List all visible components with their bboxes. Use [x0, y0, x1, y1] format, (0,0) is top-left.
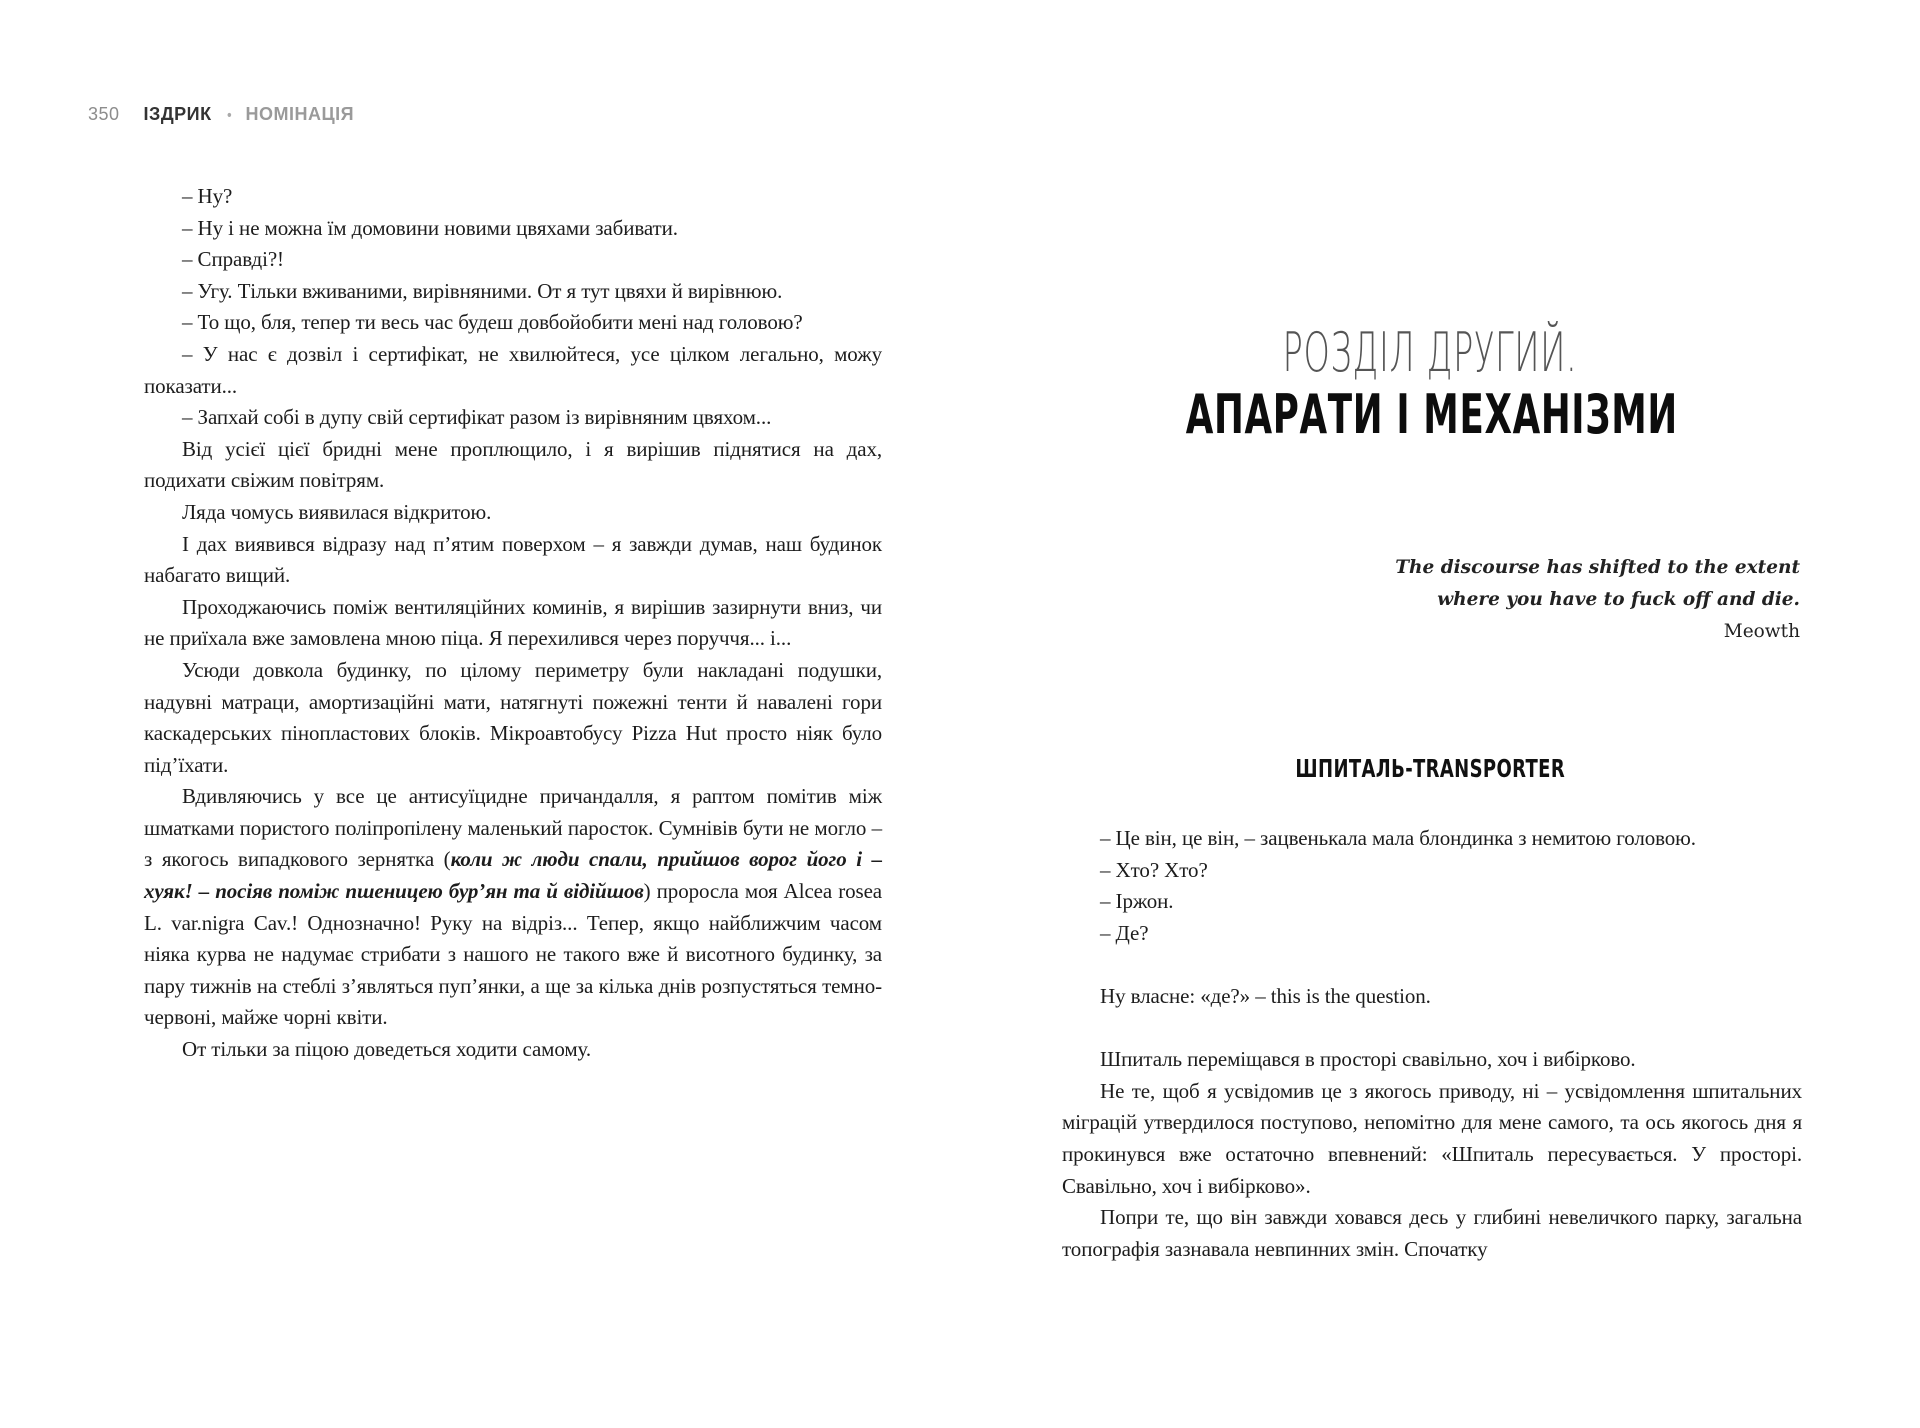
paragraph: – Ну і не можна їм домовини новими цвяхами забивати.	[182, 215, 678, 240]
paragraph: Усюди довкола будинку, по цілому периметру були накладані подушки, надувні матраци, амортизаційні мати, натягнуті пожежні тенти й навалені гори каскадерських пінопластових блоків. Мікроавтобусу Pizza Hut просто ніяк було під’їхати.	[144, 657, 882, 777]
paragraph: – Угу. Тільки вживаними, вирівняними. От я тут цвяхи й вирівнюю.	[182, 278, 783, 303]
chapter-title: АПАРАТИ І МЕХАНІЗМИ	[1185, 383, 1678, 446]
italic-biblical-quote: коли ж люди спали, прийшов ворог його і – хуяк! – посіяв поміж пшеницею бур’ян та й відійшов	[144, 847, 882, 904]
page-number: 350	[88, 104, 120, 124]
paragraph: Попри те, що він завжди ховався десь у глибині невеличкого парку, загальна топографія зазнавала невпинних змін. Спочатку	[1062, 1205, 1802, 1261]
paragraph: – Запхай собі в дупу свій сертифікат разом із вирівняним цвяхом...	[182, 405, 772, 430]
paragraph: – Де?	[1100, 920, 1149, 945]
paragraph: – Хто? Хто?	[1100, 857, 1208, 882]
paragraph: І дах виявився відразу над п’ятим поверхом – я завжди думав, наш будинок набагато вищий.	[144, 531, 882, 588]
paragraph: – Іржон.	[1100, 889, 1174, 914]
section-title	[1060, 754, 1800, 783]
paragraph: – Ну?	[182, 184, 233, 208]
blank-line	[1062, 949, 1802, 981]
paragraph: – То що, бля, тепер ти весь час будеш довбойобити мені над головою?	[182, 310, 803, 335]
chapter-label: РОЗДІЛ ДРУГИЙ.	[1282, 321, 1578, 384]
chapter-heading	[1060, 322, 1800, 446]
paragraph: – Це він, це він, – зацвенькала мала блондинка з немитою головою.	[1100, 826, 1696, 850]
paragraph: Проходжаючись поміж вентиляційних коминів, я вирішив зазирнути вниз, чи не приїхала вже замовлена мною піца. Я перехилився через поруччя... і...	[144, 594, 882, 651]
paragraph: – У нас є дозвіл і сертифікат, не хвилюйтеся, усе цілком легально, можу показати...	[144, 341, 882, 398]
author-name: ІЗДРИК	[143, 104, 212, 124]
running-head	[88, 104, 354, 125]
paragraph: Не те, щоб я усвідомив це з якогось приводу, ні – усвідомлення шпитальних міграцій утвердилося поступово, непомітно для мене самого, та ось якогось дня я прокинувся вже остаточно впевнений: «Шпиталь пересувається. У просторі. Свавільно, хоч і вибірково».	[1062, 1078, 1802, 1198]
blank-line	[1062, 1013, 1802, 1045]
paragraph: – Справді?!	[182, 247, 284, 272]
left-page-text	[144, 181, 882, 1066]
paragraph: Шпиталь переміщався в просторі свавільно, хоч і вибірково.	[1100, 1047, 1636, 1072]
paragraph: Ну власне: «де?» – this is the question.	[1100, 983, 1431, 1008]
epigraph-line: where you have to fuck off and die.	[1437, 589, 1800, 610]
book-title: НОМІНАЦІЯ	[245, 104, 355, 124]
epigraph-line: The discourse has shifted to the extent	[1395, 557, 1800, 578]
paragraph: Від усієї цієї бридні мене проплющило, і я вирішив піднятися на дах, подихати свіжим повітрям.	[144, 436, 882, 493]
separator-dot: •	[225, 108, 234, 124]
right-page-text	[1062, 823, 1802, 1265]
epigraph	[1300, 552, 1800, 648]
paragraph: От тільки за піцою доведеться ходити самому.	[182, 1037, 591, 1062]
section-title-text: ШПИТАЛЬ-TRANSPORTER	[1295, 754, 1565, 783]
text-run: Вдивляючись у все це антисуїцидне причандалля, я раптом помітив між шматками пористого поліпропілену маленький паросток. Сумнівів бути не могло – з якогось випадкового зернятка (	[144, 784, 882, 872]
paragraph: Ляда чомусь виявилася відкритою.	[182, 499, 492, 524]
text-run: ) проросла моя Alcea rosea L. var.nigra Cav.! Однозначно! Руку на відріз... Тепер, якщо найближчим часом ніяка курва не надумає стрибати з нашого не такого вже й висотного будинку, за пару тижнів на стеблі з’являться пуп’янки, а ще за кілька днів розпустяться темно-червоні, майже чорні квіти.	[144, 879, 883, 1030]
paragraph-with-italic-quote	[144, 781, 882, 1034]
epigraph-attribution: Meowth	[1723, 621, 1800, 642]
